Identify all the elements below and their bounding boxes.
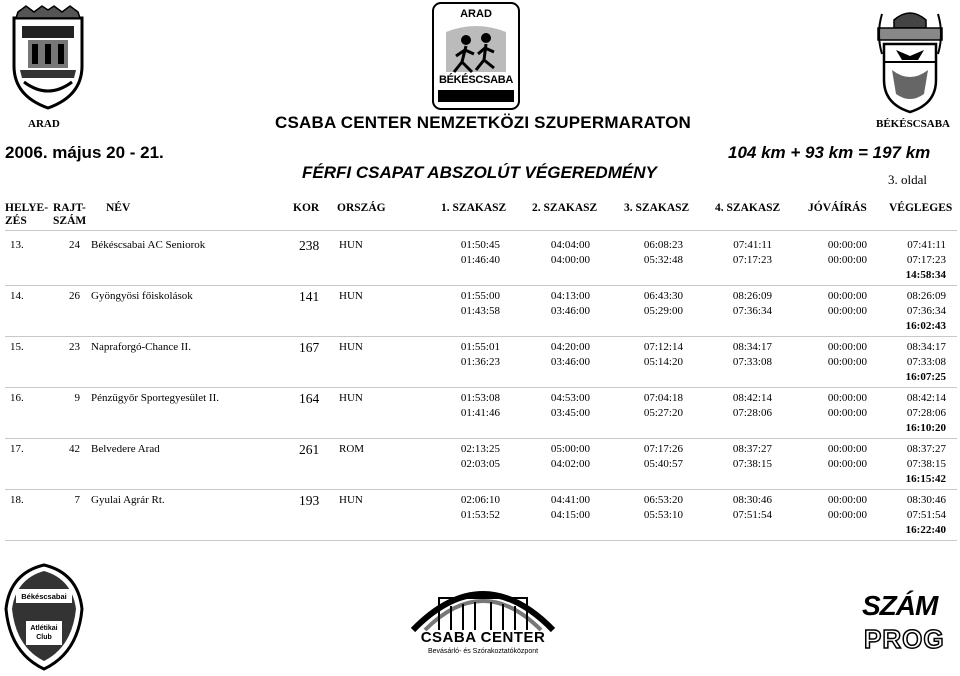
row-credit-time: 00:00:00 bbox=[827, 305, 867, 317]
row-s1-time: 01:46:40 bbox=[460, 254, 500, 266]
row-credit-time: 00:00:00 bbox=[827, 356, 867, 368]
sponsor-subtitle: Bevásárló- és Szórakoztatóközpont bbox=[427, 648, 539, 655]
row-team-name: Pénzügyőr Sportegyesület II. bbox=[91, 392, 219, 404]
row-s1-time: 01:53:52 bbox=[460, 509, 500, 521]
row-s4-time: 08:30:46 bbox=[732, 494, 772, 506]
row-s4-time: 07:41:11 bbox=[733, 239, 772, 251]
event-logo bbox=[432, 2, 520, 110]
row-s4-time: 08:26:09 bbox=[732, 290, 772, 302]
row-final-time: 08:30:46 bbox=[906, 494, 946, 506]
row-total-time: 16:07:25 bbox=[905, 371, 946, 383]
row-divider bbox=[5, 336, 957, 337]
row-bib: 23 bbox=[69, 341, 80, 353]
row-credit-time: 00:00:00 bbox=[827, 341, 867, 353]
row-country: HUN bbox=[339, 239, 363, 251]
row-bib: 42 bbox=[69, 443, 80, 455]
club-logo-text-2: Atlétikai bbox=[30, 625, 58, 632]
row-s4-time: 08:34:17 bbox=[732, 341, 772, 353]
row-s1-time: 01:36:23 bbox=[460, 356, 500, 368]
row-s2-time: 05:00:00 bbox=[550, 443, 590, 455]
col-bib: RAJT- bbox=[53, 202, 86, 214]
club-logo-text-1: Békéscsabai bbox=[21, 592, 67, 601]
row-team-name: Békéscsabai AC Seniorok bbox=[91, 239, 206, 251]
row-kor: 193 bbox=[299, 493, 320, 508]
row-s3-time: 06:53:20 bbox=[643, 494, 683, 506]
row-s1-time: 01:55:00 bbox=[460, 290, 500, 302]
row-s2-time: 04:15:00 bbox=[550, 509, 590, 521]
row-final-time: 08:34:17 bbox=[906, 341, 946, 353]
row-s1-time: 01:53:08 bbox=[460, 392, 500, 404]
event-distance: 104 km + 93 km = 197 km bbox=[728, 143, 931, 162]
row-place: 13. bbox=[10, 239, 24, 251]
row-s3-time: 05:27:20 bbox=[643, 407, 683, 419]
col-name: NÉV bbox=[106, 202, 131, 214]
row-divider bbox=[5, 438, 957, 439]
row-final-time: 08:37:27 bbox=[906, 443, 946, 455]
bekescsaba-coat-of-arms bbox=[872, 4, 948, 114]
row-s2-time: 04:02:00 bbox=[550, 458, 590, 470]
row-divider bbox=[5, 285, 957, 286]
row-s2-time: 04:00:00 bbox=[550, 254, 590, 266]
row-team-name: Napraforgó-Chance II. bbox=[91, 341, 191, 353]
row-country: HUN bbox=[339, 341, 363, 353]
event-logo-bottom-text: BÉKÉSCSABA bbox=[438, 74, 513, 86]
row-s3-time: 05:53:10 bbox=[643, 509, 683, 521]
row-kor: 261 bbox=[299, 442, 320, 457]
row-credit-time: 00:00:00 bbox=[827, 443, 867, 455]
row-credit-time: 00:00:00 bbox=[827, 407, 867, 419]
row-country: HUN bbox=[339, 290, 363, 302]
col-bib-2: SZÁM bbox=[53, 215, 87, 227]
city-right-label: BÉKÉSCSABA bbox=[876, 118, 950, 130]
row-credit-time: 00:00:00 bbox=[827, 509, 867, 521]
page-title: CSABA CENTER NEMZETKÖZI SZUPERMARATON bbox=[275, 113, 692, 132]
row-total-time: 14:58:34 bbox=[905, 269, 946, 281]
timing-logo-bottom: PROG bbox=[864, 624, 945, 654]
row-kor: 164 bbox=[299, 391, 320, 406]
row-s4-time: 08:37:27 bbox=[732, 443, 772, 455]
row-total-time: 16:10:20 bbox=[905, 422, 946, 434]
row-final-time: 07:36:34 bbox=[906, 305, 946, 317]
col-stage-4: 4. SZAKASZ bbox=[715, 202, 781, 214]
row-s3-time: 05:29:00 bbox=[643, 305, 683, 317]
row-s3-time: 06:43:30 bbox=[643, 290, 683, 302]
row-final-time: 08:42:14 bbox=[906, 392, 946, 404]
row-s1-time: 01:50:45 bbox=[460, 239, 500, 251]
row-bib: 7 bbox=[74, 494, 80, 506]
row-country: HUN bbox=[339, 494, 363, 506]
row-s2-time: 03:46:00 bbox=[550, 356, 590, 368]
row-final-time: 07:51:54 bbox=[906, 509, 946, 521]
row-s2-time: 03:46:00 bbox=[550, 305, 590, 317]
row-total-time: 16:15:42 bbox=[905, 473, 946, 485]
row-final-time: 07:28:06 bbox=[906, 407, 946, 419]
col-kor: KOR bbox=[293, 202, 320, 214]
club-logo-text-3: Club bbox=[36, 634, 52, 641]
row-s1-time: 02:06:10 bbox=[460, 494, 500, 506]
row-s3-time: 06:08:23 bbox=[643, 239, 683, 251]
row-credit-time: 00:00:00 bbox=[827, 392, 867, 404]
row-credit-time: 00:00:00 bbox=[827, 458, 867, 470]
header-rule bbox=[5, 230, 957, 231]
row-credit-time: 00:00:00 bbox=[827, 494, 867, 506]
row-final-time: 07:38:15 bbox=[906, 458, 946, 470]
timing-logo-top: SZÁM bbox=[862, 590, 938, 621]
event-date: 2006. május 20 - 21. bbox=[5, 143, 164, 162]
col-place-2: ZÉS bbox=[5, 215, 27, 227]
row-final-time: 07:33:08 bbox=[906, 356, 946, 368]
row-credit-time: 00:00:00 bbox=[827, 254, 867, 266]
page-subtitle: FÉRFI CSAPAT ABSZOLÚT VÉGEREDMÉNY bbox=[302, 163, 657, 182]
arad-coat-of-arms bbox=[8, 4, 88, 112]
row-divider bbox=[5, 540, 957, 541]
page-number: 3. oldal bbox=[888, 172, 927, 187]
row-s3-time: 05:40:57 bbox=[643, 458, 683, 470]
col-stage-1: 1. SZAKASZ bbox=[441, 202, 507, 214]
sponsor-logo bbox=[403, 568, 563, 664]
row-s1-time: 01:41:46 bbox=[460, 407, 500, 419]
row-kor: 238 bbox=[299, 238, 320, 253]
row-team-name: Gyöngyösi főiskolások bbox=[91, 290, 193, 302]
row-s3-time: 07:12:14 bbox=[643, 341, 683, 353]
row-place: 17. bbox=[10, 443, 24, 455]
row-s2-time: 04:13:00 bbox=[550, 290, 590, 302]
col-stage-3: 3. SZAKASZ bbox=[624, 202, 690, 214]
row-country: ROM bbox=[339, 443, 365, 455]
row-s4-time: 08:42:14 bbox=[732, 392, 772, 404]
row-s4-time: 07:17:23 bbox=[732, 254, 772, 266]
row-s1-time: 01:55:01 bbox=[460, 341, 500, 353]
row-bib: 9 bbox=[74, 392, 80, 404]
row-s3-time: 07:04:18 bbox=[643, 392, 683, 404]
row-s3-time: 05:32:48 bbox=[643, 254, 683, 266]
row-s4-time: 07:33:08 bbox=[732, 356, 772, 368]
row-team-name: Gyulai Agrár Rt. bbox=[91, 494, 165, 506]
row-bib: 24 bbox=[69, 239, 80, 251]
row-s3-time: 05:14:20 bbox=[643, 356, 683, 368]
row-final-time: 07:17:23 bbox=[906, 254, 946, 266]
row-s3-time: 07:17:26 bbox=[643, 443, 683, 455]
row-s2-time: 04:41:00 bbox=[550, 494, 590, 506]
row-bib: 26 bbox=[69, 290, 80, 302]
row-s1-time: 01:43:58 bbox=[460, 305, 500, 317]
col-final: VÉGLEGES bbox=[889, 202, 953, 214]
event-logo-top-text: ARAD bbox=[460, 8, 492, 20]
row-final-time: 08:26:09 bbox=[906, 290, 946, 302]
row-s4-time: 07:51:54 bbox=[732, 509, 772, 521]
row-s2-time: 04:53:00 bbox=[550, 392, 590, 404]
timing-logo bbox=[862, 590, 954, 662]
row-s2-time: 04:20:00 bbox=[550, 341, 590, 353]
col-country: ORSZÁG bbox=[337, 202, 386, 214]
row-team-name: Belvedere Arad bbox=[91, 443, 160, 455]
row-s4-time: 07:28:06 bbox=[732, 407, 772, 419]
row-s2-time: 03:45:00 bbox=[550, 407, 590, 419]
row-credit-time: 00:00:00 bbox=[827, 290, 867, 302]
row-kor: 141 bbox=[299, 289, 320, 304]
row-s1-time: 02:03:05 bbox=[460, 458, 500, 470]
row-total-time: 16:22:40 bbox=[905, 524, 946, 536]
row-final-time: 07:41:11 bbox=[907, 239, 946, 251]
row-divider bbox=[5, 489, 957, 490]
row-total-time: 16:02:43 bbox=[905, 320, 946, 332]
row-country: HUN bbox=[339, 392, 363, 404]
row-place: 18. bbox=[10, 494, 24, 506]
row-credit-time: 00:00:00 bbox=[827, 239, 867, 251]
row-divider bbox=[5, 387, 957, 388]
row-place: 16. bbox=[10, 392, 24, 404]
sponsor-name: CSABA CENTER bbox=[420, 629, 546, 646]
row-s2-time: 04:04:00 bbox=[550, 239, 590, 251]
row-s1-time: 02:13:25 bbox=[460, 443, 500, 455]
row-place: 14. bbox=[10, 290, 24, 302]
row-s4-time: 07:38:15 bbox=[732, 458, 772, 470]
row-s4-time: 07:36:34 bbox=[732, 305, 772, 317]
city-left-label: ARAD bbox=[28, 118, 60, 130]
club-logo bbox=[4, 563, 84, 671]
col-place: HELYE- bbox=[5, 202, 49, 214]
col-credit: JÓVÁÍRÁS bbox=[808, 202, 867, 214]
col-stage-2: 2. SZAKASZ bbox=[532, 202, 598, 214]
row-place: 15. bbox=[10, 341, 24, 353]
row-kor: 167 bbox=[299, 340, 320, 355]
